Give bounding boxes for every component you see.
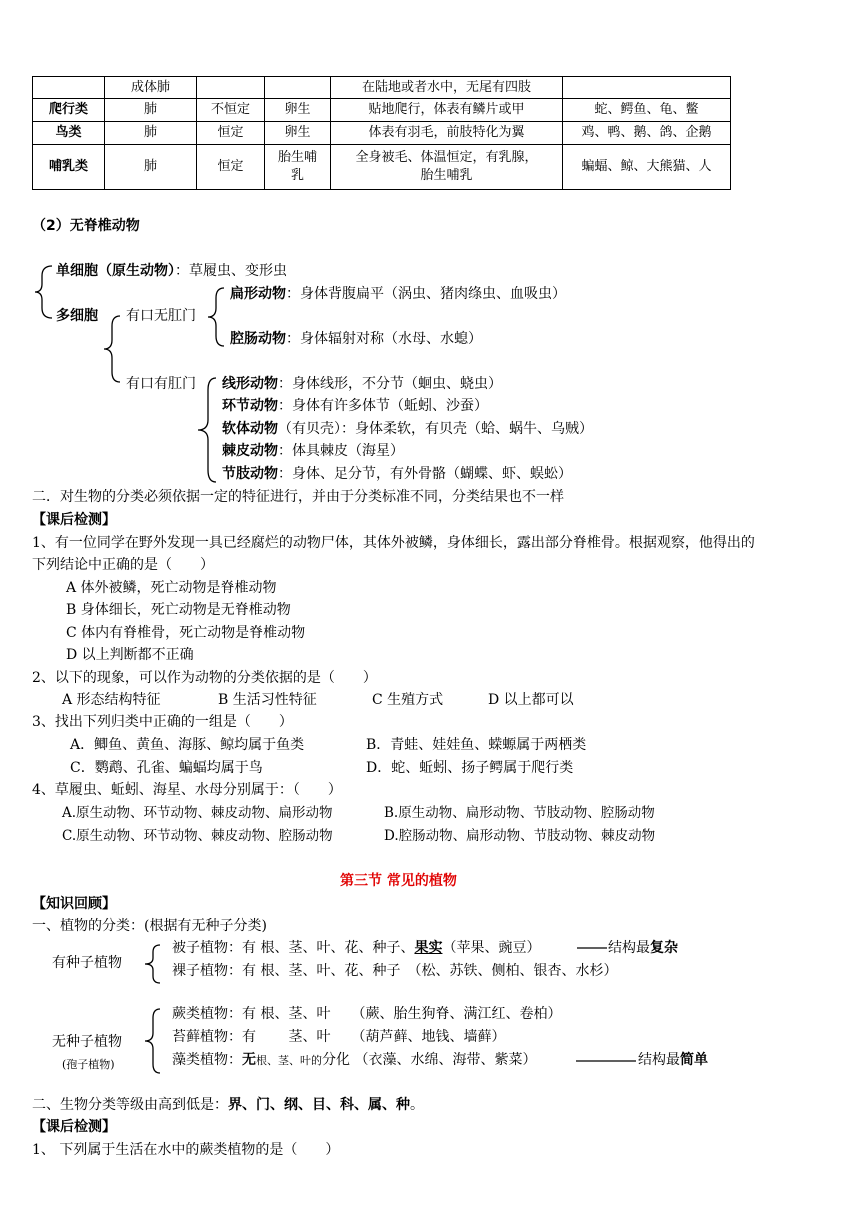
mollusc-label: 软体动物 — [222, 421, 278, 437]
seed-plants-label: 有种子植物 — [52, 955, 122, 971]
taxonomy-end: 。 — [410, 1097, 424, 1113]
mollusc-line — [222, 421, 593, 438]
review-heading: 【知识回顾】 — [32, 896, 116, 912]
table-cell — [33, 77, 105, 99]
echinoderm-label: 棘皮动物 — [222, 443, 278, 459]
q3-option-b[interactable]: B．青蛙、娃娃鱼、蝾螈属于两栖类 — [366, 737, 587, 753]
cell-line: 全身被毛、体温恒定，有乳腺， — [355, 150, 538, 166]
table-cell: 鸟类 — [33, 122, 105, 145]
q2-option-b[interactable]: B 生活习性特征 — [218, 692, 317, 708]
cnidarian-label: 腔肠动物 — [230, 331, 286, 347]
brace-level2 — [100, 312, 122, 386]
table-cell: 体表有羽毛，前肢特化为翼 — [331, 122, 563, 145]
table-cell — [265, 145, 331, 190]
with-anus-label: 有口有肛门 — [126, 376, 196, 392]
spore-plants-label: (孢子植物) — [62, 1058, 115, 1071]
q1-text-cont: 下列结论中正确的是（ ） — [32, 557, 214, 573]
nematode-desc: ：身体线形，不分节（蛔虫、蛲虫） — [278, 376, 502, 392]
q1-option-b[interactable]: B 身体细长，死亡动物是无脊椎动物 — [66, 602, 291, 618]
table-cell — [265, 77, 331, 99]
seedless-plants-label: 无种子植物 — [52, 1034, 122, 1050]
q3-text: 3、找出下列归类中正确的一组是（ ） — [32, 714, 293, 730]
cell-line: 胎生哺乳 — [420, 168, 473, 183]
mollusc-desc: （有贝壳）：身体柔软，有贝壳（蛤、蜗牛、乌贼） — [278, 421, 593, 437]
section-title: 第三节 常见的植物 — [340, 873, 457, 889]
classification-note: 二．对生物的分类必须依据一定的特征进行，并由于分类标准不同，分类结果也不一样 — [32, 489, 564, 505]
echinoderm-line — [222, 443, 404, 460]
arrow-line — [576, 1059, 636, 1063]
q1-option-c[interactable]: C 体内有脊椎骨，死亡动物是脊椎动物 — [66, 625, 306, 641]
flatworm-line — [230, 286, 566, 303]
angiosperm-line — [172, 940, 540, 957]
structure-text: 结构最 — [638, 1052, 680, 1068]
table-cell: 卵生 — [265, 122, 331, 145]
q4-option-c[interactable]: C.原生动物、环节动物、棘皮动物、腔肠动物 — [62, 828, 333, 844]
algae-note — [638, 1052, 708, 1069]
brace-no-anus — [204, 284, 226, 350]
table-cell: 恒定 — [197, 122, 265, 145]
cnidarian-line — [230, 331, 482, 348]
q2-text: 2、以下的现象，可以作为动物的分类依据的是（ ） — [32, 670, 377, 686]
algae-examples: 分化 （衣藻、水绵、海带、紫菜） — [322, 1052, 537, 1068]
q1-option-d[interactable]: D 以上判断都不正确 — [66, 647, 194, 663]
q4-option-b[interactable]: B.原生动物、扁形动物、节肢动物、腔肠动物 — [384, 805, 655, 821]
table-cell — [331, 145, 563, 190]
no-anus-label: 有口无肛门 — [126, 308, 196, 324]
table-cell: 肺 — [105, 99, 197, 122]
q3-option-c[interactable]: C．鹦鹉、孔雀、蝙蝠均属于鸟 — [70, 760, 263, 776]
angiosperm-text: 被子植物：有 根、茎、叶、花、种子、 — [172, 940, 415, 956]
brace-with-anus — [194, 374, 218, 486]
q4-option-d[interactable]: D.腔肠动物、扁形动物、节肢动物、棘皮动物 — [384, 828, 656, 844]
table-cell — [197, 77, 265, 99]
algae-line — [172, 1052, 536, 1069]
q1-option-a[interactable]: A 体外被鳞，死亡动物是脊椎动物 — [66, 580, 277, 596]
single-cell-examples: ：草履虫、变形虫 — [175, 263, 287, 279]
plant-q1-text: 1、 下列属于生活在水中的蕨类植物的是（ ） — [32, 1142, 340, 1158]
brace-seed-plants — [140, 942, 162, 986]
arthropod-label: 节肢动物 — [222, 466, 278, 482]
fern-line: 蕨类植物：有 根、茎、叶 （蕨、胎生狗脊、满江红、卷柏） — [172, 1006, 562, 1022]
nematode-label: 线形动物 — [222, 376, 278, 392]
q3-option-a[interactable]: A．鲫鱼、黄鱼、海豚、鲸均属于鱼类 — [70, 737, 305, 753]
animal-classification-table — [32, 76, 731, 190]
flatworm-label: 扁形动物 — [230, 286, 286, 302]
table-cell: 爬行类 — [33, 99, 105, 122]
table-cell: 不恒定 — [197, 99, 265, 122]
single-cell-label: 单细胞（原生动物） — [56, 263, 175, 279]
table-cell — [563, 77, 731, 99]
table-cell: 蛇、鳄鱼、龟、鳖 — [563, 99, 731, 122]
table-row — [33, 145, 731, 190]
table-cell: 恒定 — [197, 145, 265, 190]
arrow-line — [577, 946, 607, 950]
arthropod-desc: ：身体、足分节，有外骨骼（蝴蝶、虾、蜈蚣） — [278, 466, 572, 482]
structure-text: 结构最 — [608, 940, 650, 956]
q2-option-a[interactable]: A 形态结构特征 — [62, 692, 161, 708]
table-cell: 贴地爬行，体表有鳞片或甲 — [331, 99, 563, 122]
taxonomy-ranks-line — [32, 1097, 424, 1114]
table-cell: 卵生 — [265, 99, 331, 122]
q2-option-d[interactable]: D 以上都可以 — [488, 692, 574, 708]
simple-keyword: 简单 — [680, 1052, 708, 1068]
brace-seedless-plants — [140, 1006, 162, 1076]
q4-option-a[interactable]: A.原生动物、环节动物、棘皮动物、扁形动物 — [62, 805, 333, 821]
table-row — [33, 122, 731, 145]
flatworm-desc: ：身体背腹扁平（涡虫、猪肉绦虫、血吸虫） — [286, 286, 566, 302]
annelid-label: 环节动物 — [222, 398, 278, 414]
annelid-desc: ：身体有许多体节（蚯蚓、沙蚕） — [278, 398, 488, 414]
q3-option-d[interactable]: D．蛇、蚯蚓、扬子鳄属于爬行类 — [366, 760, 574, 776]
table-cell: 成体肺 — [105, 77, 197, 99]
q4-text: 4、草履虫、蚯蚓、海星、水母分别属于：（ ） — [32, 782, 342, 798]
gymnosperm-line: 裸子植物：有 根、茎、叶、花、种子 （松、苏铁、侧柏、银杏、水杉） — [172, 963, 618, 979]
taxonomy-text: 二、生物分类等级由高到低是： — [32, 1097, 228, 1113]
nematode-line — [222, 376, 502, 393]
complex-keyword: 复杂 — [650, 940, 678, 956]
arthropod-line — [222, 466, 572, 483]
plant-class-intro: 一、植物的分类：(根据有无种子分类) — [32, 918, 267, 934]
algae-text: 藻类植物： — [172, 1052, 242, 1068]
angiosperm-examples: （苹果、豌豆） — [442, 940, 541, 956]
moss-line: 苔藓植物：有 茎、叶 （葫芦藓、地钱、墙藓） — [172, 1029, 506, 1045]
table-cell: 在陆地或者水中，无尾有四肢 — [331, 77, 563, 99]
multi-cell-label: 多细胞 — [56, 308, 98, 324]
q1-text: 1、有一位同学在野外发现一具已经腐烂的动物尸体，其体外被鳞，身体细长，露出部分脊椎骨。根据观察，他得出的 — [32, 535, 755, 551]
table-row — [33, 77, 731, 99]
check-title-2: 【课后检测】 — [32, 1119, 116, 1135]
echinoderm-desc: ：体具棘皮（海星） — [278, 443, 404, 459]
invertebrate-heading: （2）无脊椎动物 — [32, 218, 140, 234]
table-cell: 哺乳类 — [33, 145, 105, 190]
check-title: 【课后检测】 — [32, 512, 116, 528]
table-cell: 肺 — [105, 122, 197, 145]
table-cell: 蝙蝠、鲸、大熊猫、人 — [563, 145, 731, 190]
fruit-keyword: 果实 — [414, 940, 443, 956]
annelid-line — [222, 398, 488, 415]
single-cell-line — [56, 263, 287, 280]
cnidarian-desc: ：身体辐射对称（水母、水螅） — [286, 331, 482, 347]
cell-line: 乳 — [290, 168, 304, 183]
cell-line: 胎生哺 — [277, 150, 317, 166]
taxonomy-ranks: 界、门、纲、目、科、属、种 — [228, 1097, 410, 1113]
table-cell: 鸡、鸭、鹅、鸽、企鹅 — [563, 122, 731, 145]
angiosperm-note — [608, 940, 678, 957]
q2-option-c[interactable]: C 生殖方式 — [372, 692, 444, 708]
table-cell: 肺 — [105, 145, 197, 190]
algae-small-text: 根、茎、叶的 — [256, 1054, 322, 1067]
brace-level1 — [32, 262, 54, 322]
table-row — [33, 99, 731, 122]
none-keyword: 无 — [242, 1052, 256, 1068]
